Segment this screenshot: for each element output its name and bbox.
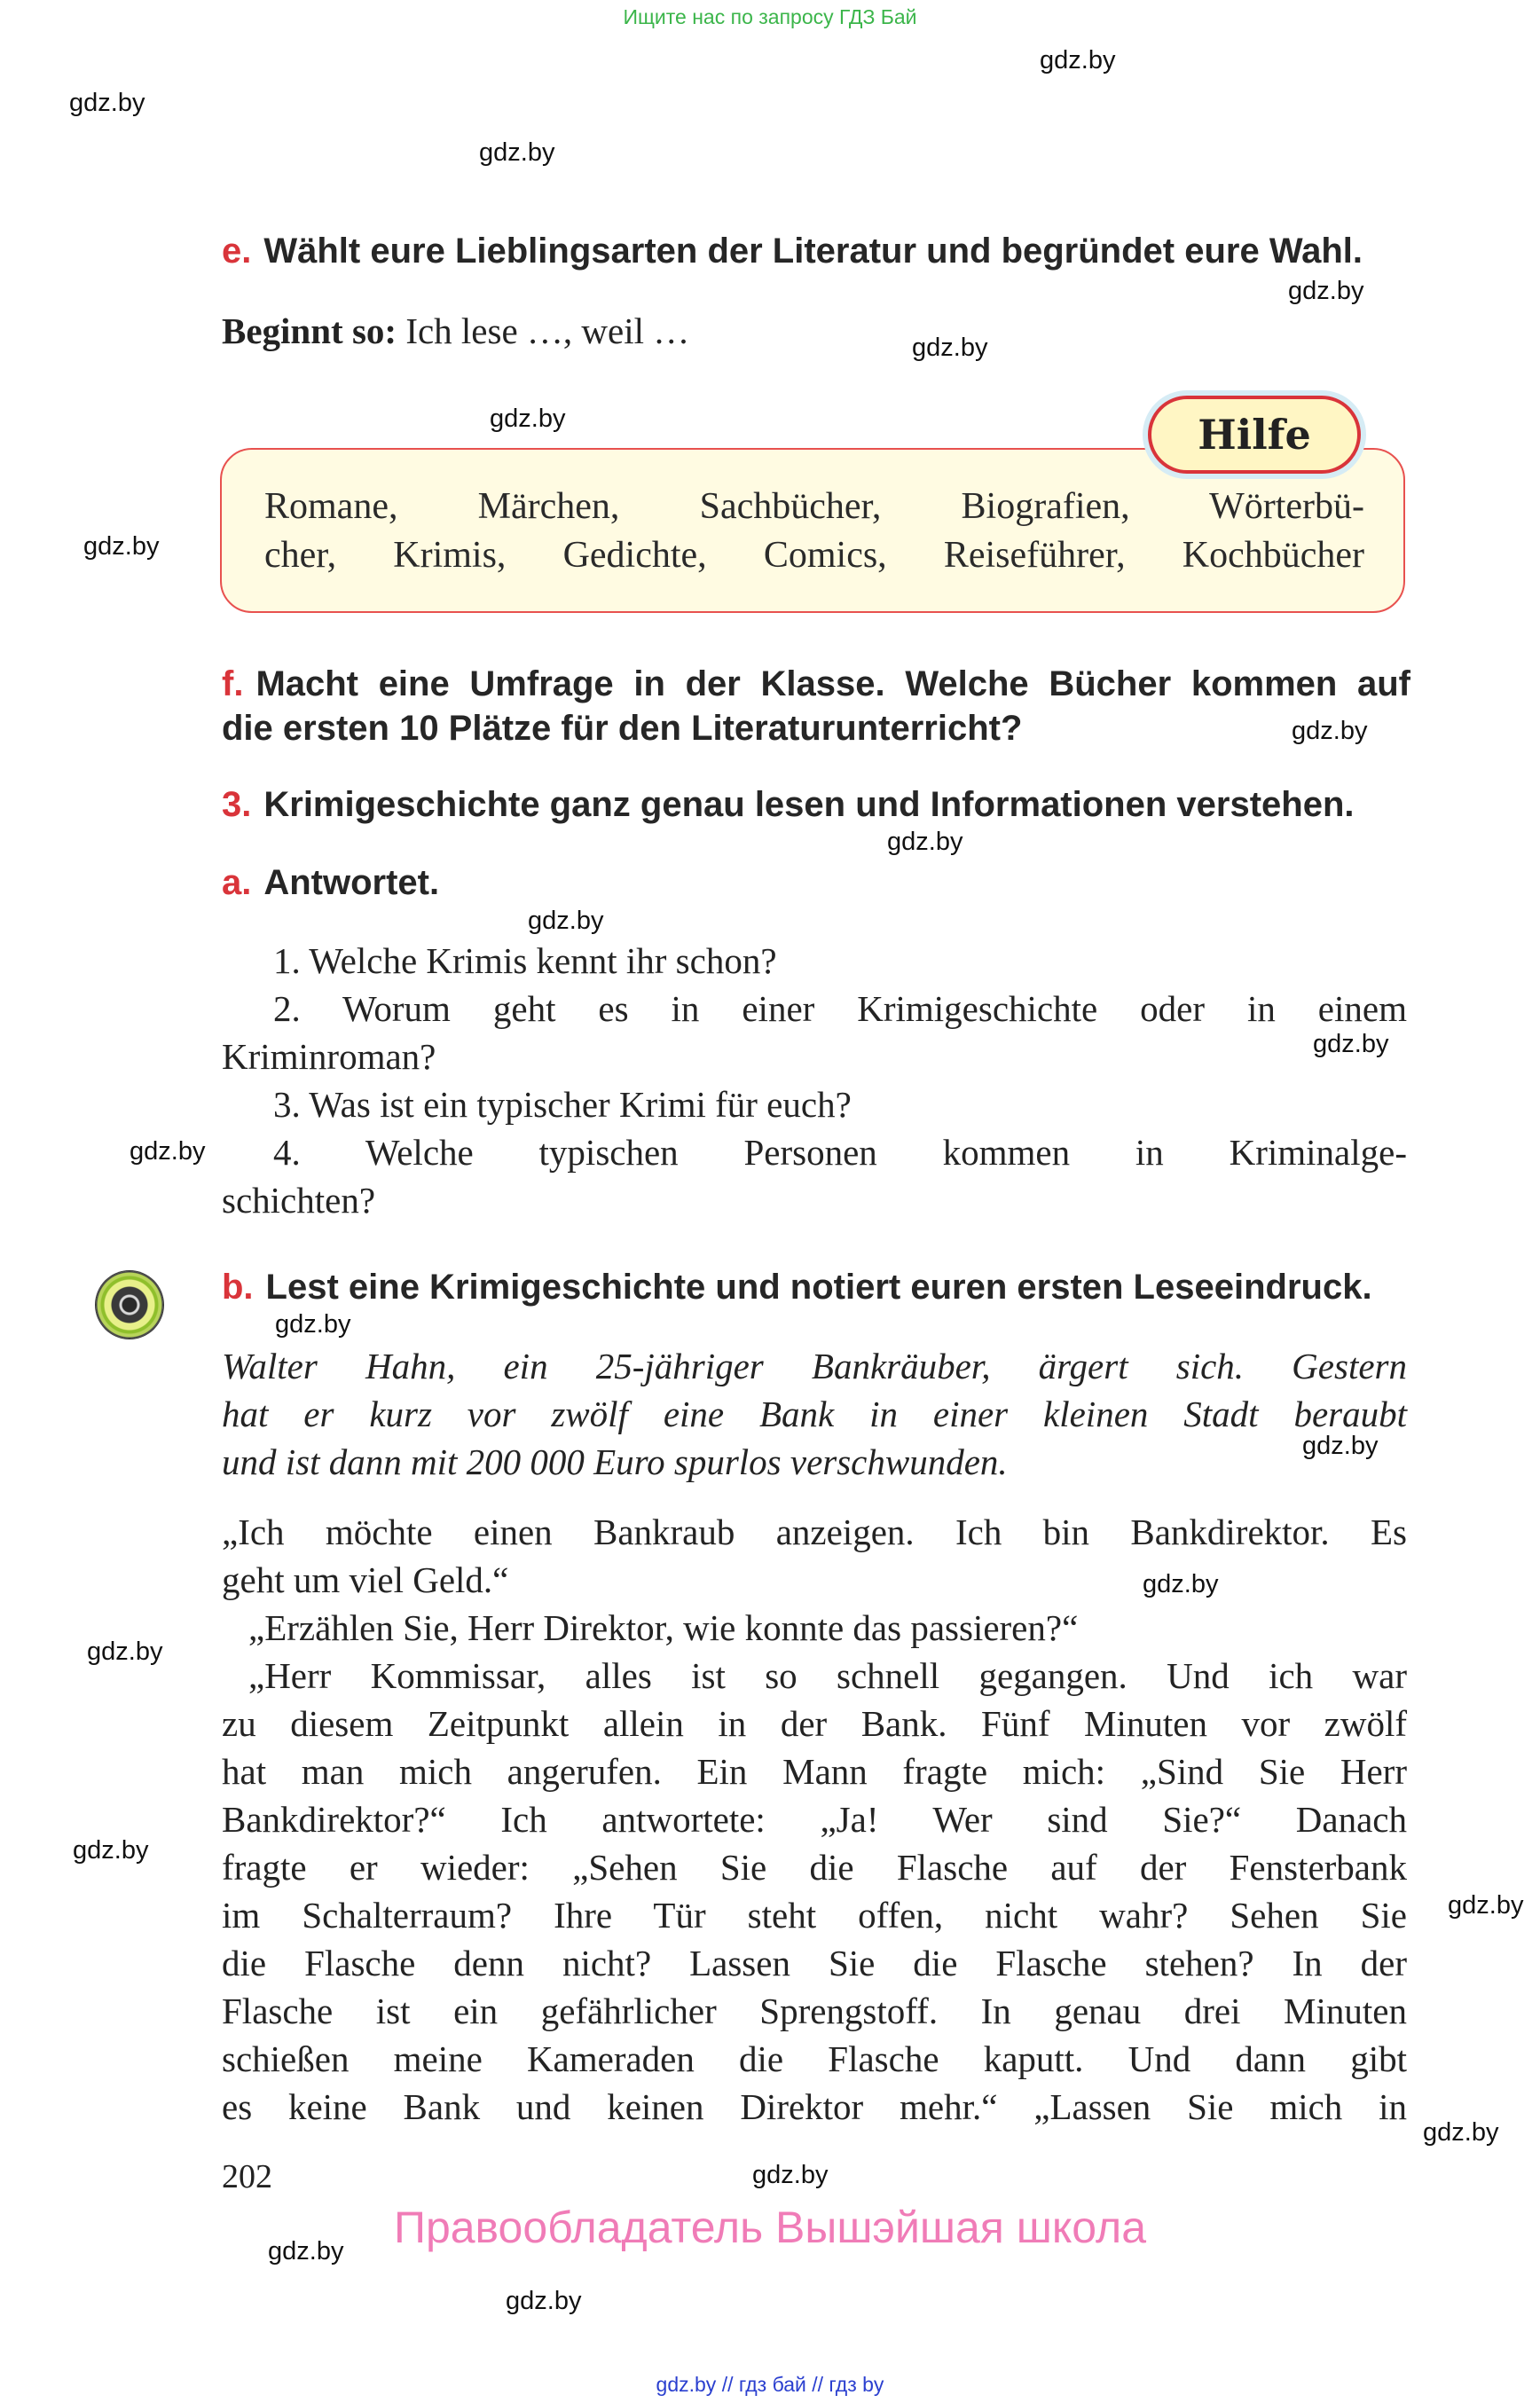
watermark: gdz.by (83, 532, 160, 561)
task-text: Krimigeschichte ganz genau lesen und Informationen verstehen. (263, 785, 1355, 824)
story-line: „Ich möchte einen Bankraub anzeigen. Ich bin Bankdirektor. Es (222, 1512, 1407, 1552)
hilfe-word-list (264, 483, 1364, 580)
hilfe-line: cher, Krimis, Gedichte, Comics, Reiseführer, Kochbücher (264, 535, 1364, 576)
watermark: gdz.by (887, 828, 963, 856)
story-text (222, 1508, 1407, 2131)
watermark: gdz.by (1040, 46, 1116, 75)
hilfe-tag: Hilfe (1148, 396, 1361, 474)
copyright-notice: Правообладатель Вышэйшая школа (394, 2203, 1146, 2252)
page-number: 202 (222, 2158, 272, 2195)
task-letter: a. (222, 863, 252, 902)
question-item: 2. Worum geht es in einer Krimigeschichte oder in einem (273, 988, 1407, 1029)
story-line: „Herr Kommissar, alles ist so schnell gegangen. Und ich war (248, 1655, 1407, 1696)
watermark: gdz.by (1313, 1030, 1389, 1058)
watermark: gdz.by (73, 1836, 149, 1865)
question-item: 4. Welche typischen Personen kommen in Kriminalge- (273, 1132, 1407, 1173)
watermark: gdz.by (528, 907, 604, 935)
task-text: Wählt eure Lieblingsarten der Literatur und begründet eure Wahl. (263, 232, 1363, 271)
story-line: es keine Bank und keinen Direktor mehr.“ „Lassen Sie mich in (222, 2086, 1407, 2127)
story-line: „Erzählen Sie, Herr Direktor, wie konnte das passieren?“ (248, 1607, 1079, 1648)
watermark: gdz.by (1423, 2118, 1499, 2147)
story-line: Flasche ist ein gefährlicher Sprengstoff. In genau drei Minuten (222, 1991, 1407, 2031)
top-search-banner[interactable]: Ищите нас по запросу ГДЗ Бай (623, 5, 917, 28)
story-line: fragte er wieder: „Sehen Sie die Flasche auf der Fensterbank (222, 1847, 1407, 1888)
task-text: Lest eine Krimigeschichte und notiert euren ersten Leseeindruck. (265, 1268, 1372, 1307)
question-item-continued: Kriminroman? (222, 1036, 436, 1077)
watermark: gdz.by (490, 404, 566, 433)
watermark: gdz.by (752, 2161, 829, 2189)
watermark: gdz.by (268, 2237, 344, 2266)
story-line: die Flasche denn nicht? Lassen Sie die Flasche stehen? In der (222, 1943, 1407, 1983)
task-letter: f. (222, 664, 244, 703)
task-text: die ersten 10 Plätze für den Literaturunterricht? (222, 709, 1023, 748)
task-3 (222, 782, 1410, 827)
story-line: Bankdirektor?“ Ich antwortete: „Ja! Wer sind Sie?“ Danach (222, 1799, 1407, 1840)
intro-line: Walter Hahn, ein 25-jähriger Bankräuber, ärgert sich. Gestern (222, 1346, 1407, 1386)
story-line: zu diesem Zeitpunkt allein in der Bank. Fünf Minuten vor zwölf (222, 1703, 1407, 1744)
watermark: gdz.by (275, 1310, 351, 1339)
watermark: gdz.by (69, 89, 145, 117)
task-a (222, 860, 1410, 905)
hilfe-line: Romane, Märchen, Sachbücher, Biografien, Wörterbü- (264, 486, 1364, 527)
watermark: gdz.by (912, 334, 988, 362)
task-letter: b. (222, 1268, 254, 1307)
watermark: gdz.by (479, 138, 555, 167)
watermark: gdz.by (1448, 1891, 1524, 1920)
watermark: gdz.by (87, 1637, 163, 1666)
begin-text: Ich lese …, weil … (397, 310, 690, 351)
task-text: Antwortet. (263, 863, 440, 902)
watermark: gdz.by (506, 2287, 582, 2315)
story-line: im Schalterraum? Ihre Tür steht offen, nicht wahr? Sehen Sie (222, 1895, 1407, 1936)
audio-cd-icon[interactable] (96, 1271, 163, 1339)
watermark: gdz.by (1302, 1432, 1379, 1460)
question-item: 3. Was ist ein typischer Krimi für euch? (273, 1084, 852, 1125)
story-intro (222, 1342, 1407, 1486)
story-line: schießen meine Kameraden die Flasche kaputt. Und dann gibt (222, 2038, 1407, 2079)
story-line: hat man mich angerufen. Ein Mann fragte mich: „Sind Sie Herr (222, 1751, 1407, 1792)
begin-label: Beginnt so: (222, 310, 397, 351)
task-e (222, 229, 1410, 273)
story-line: geht um viel Geld.“ (222, 1559, 509, 1600)
task-letter: e. (222, 232, 252, 271)
watermark: gdz.by (1292, 717, 1368, 745)
footer-links[interactable]: gdz.by // гдз бай // гдз by (656, 2373, 884, 2396)
task-letter: 3. (222, 785, 252, 824)
task-b (222, 1265, 1410, 1309)
watermark: gdz.by (1288, 277, 1364, 305)
intro-line: hat er kurz vor zwölf eine Bank in einer kleinen Stadt beraubt (222, 1394, 1407, 1434)
question-list (222, 937, 1407, 1224)
question-item: 1. Welche Krimis kennt ihr schon? (273, 940, 777, 981)
intro-line: und ist dann mit 200 000 Euro spurlos verschwunden. (222, 1441, 1008, 1482)
question-item-continued: schichten? (222, 1180, 376, 1221)
begin-prompt (222, 307, 689, 355)
task-f (222, 662, 1410, 750)
watermark: gdz.by (1143, 1570, 1219, 1598)
watermark: gdz.by (130, 1137, 206, 1166)
task-text: Macht eine Umfrage in der Klasse. Welche Bücher kommen auf (255, 664, 1410, 703)
